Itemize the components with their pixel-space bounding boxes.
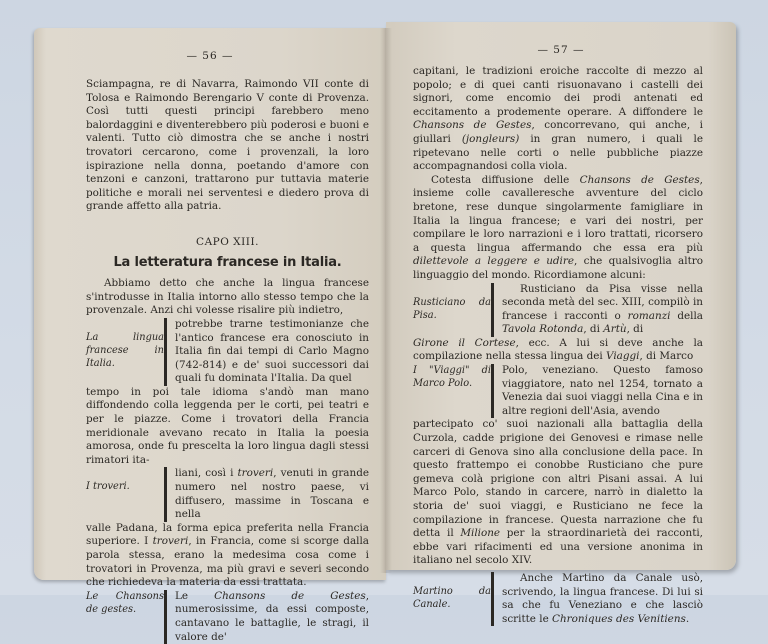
margin-rule xyxy=(164,467,167,521)
text: capitani, le tradizioni eroiche raccolte di mezzo al popolo; e di quei canti risuonavano i castelli dei signori, come encomio dei prodi antenati ed eccitamento a prodemente operare. A diffondere le xyxy=(413,65,703,118)
italic-term: Milione xyxy=(460,527,501,540)
sidenote: Rusticiano da Pisa. xyxy=(413,296,491,321)
italic-term: Chroniques des Venitiens xyxy=(552,612,686,625)
chapter-title: La letteratura francese in Italia. xyxy=(113,254,342,270)
text: Cotesta diffusione delle xyxy=(431,173,580,186)
page-number: — 56 — xyxy=(186,50,234,62)
open-book xyxy=(34,18,738,643)
italic-term: Viaggi xyxy=(606,350,640,363)
text-column xyxy=(413,65,703,626)
right-page xyxy=(386,22,736,625)
sidenote-block xyxy=(86,318,369,386)
italic-term: romanzi xyxy=(627,309,671,322)
italic-term: Chansons de Gestes xyxy=(214,589,366,602)
italic-term: (jongleurs) xyxy=(461,132,520,145)
text: Le xyxy=(175,589,215,602)
paragraph xyxy=(502,572,703,626)
text: per la straordinarietà dei racconti, ebbe vari rifacimenti ed una versione anonima in italiano nel secolo XIV. xyxy=(413,527,703,567)
margin-rule xyxy=(491,364,494,418)
italic-term: Tavola Rotonda xyxy=(502,323,584,336)
text: , concorrevano, qui anche, i giullari xyxy=(413,119,703,145)
book-gutter xyxy=(380,28,392,573)
text-column xyxy=(86,78,369,644)
text: Anche Martino da Canale usò, scrivendo, la lingua francese. Di lui si sa che fu Veneziano e che lasciò scritte le xyxy=(502,571,703,625)
paragraph xyxy=(413,65,703,174)
paragraph: tempo in poi tale idioma s'andò man mano diffondendo colla leggenda per le corti, pei teatri e per le piazze. Come i trovatori della Francia meridionale avevano recato in Italia la poesia amorosa, onde fu prescelta la loro lingua dagli stessi rimatori ita- xyxy=(86,385,369,466)
chapter-label: CAPO XIII. xyxy=(196,235,259,248)
sidenote-block xyxy=(413,283,703,337)
page-number: — 57 — xyxy=(537,44,585,56)
text: liani, così i xyxy=(175,467,238,480)
sidenote: I "Viaggi" di Marco Polo. xyxy=(413,365,491,390)
paragraph xyxy=(175,590,369,644)
sidenote-block xyxy=(413,572,703,626)
text: , di xyxy=(626,323,644,336)
paragraph: Polo, veneziano. Questo famoso viaggiatore, nato nel 1254, tornato a Venezia dai suoi viaggi nella Cina e in altre regioni dell'Asia, avendo xyxy=(502,364,703,417)
sidenote-block xyxy=(86,590,369,644)
text: . xyxy=(685,612,690,625)
italic-term: troveri xyxy=(237,467,274,480)
text: , numerosissime, da essi composte, cantavano le battaglie, le stragi, il valore de' xyxy=(175,589,369,643)
text: in gran numero, i quali le ripetevano nelle corti o nelle pubbliche piazze accompagnandosi colla viola. xyxy=(413,132,703,173)
sidenote: Martino da Canale. xyxy=(413,585,491,610)
paragraph xyxy=(413,337,703,364)
text: , venuti in grande numero nel nostro paese, vi diffusero, massime in Toscana e nella xyxy=(175,467,369,521)
paragraph xyxy=(175,467,369,521)
text: , che qualsivoglia altro linguaggio del mondo. Ricordiamone alcuni: xyxy=(413,255,703,281)
italic-term: Girone il Cortese xyxy=(413,336,516,349)
italic-term: Chansons de Gestes xyxy=(413,119,532,132)
sidenote: Le Chansons de gestes. xyxy=(86,590,164,615)
italic-term: Artù xyxy=(603,323,627,336)
italic-term: dilettevole a leggere e udire xyxy=(413,255,574,268)
margin-rule xyxy=(164,318,167,386)
italic-term: troveri xyxy=(152,535,189,548)
paragraph xyxy=(502,283,703,337)
text: , di Marco xyxy=(639,350,694,363)
text: valle Padana, la forma epica preferita nella Francia superiore. I xyxy=(86,521,369,548)
margin-rule xyxy=(491,283,494,337)
text: della xyxy=(670,309,704,322)
sidenote: La lingua francese in Italia. xyxy=(86,331,164,369)
paragraph: Sciampagna, re di Navarra, Raimondo VII conte di Tolosa e Raimondo Berengario V conte di Provenza. Così tutti questi principi farebbero meno balordaggini e diventerebbero più poderosi e buoni e valenti. Tutto ciò dimostra che se anche i nostri trovatori cercarono, come i provenzali, la loro ispirazione nella donna, poetando d'amore con tenzoni e canzoni, trattarono pur tuttavia materie politiche e morali nei serventesi e diedero prova di grande affetto alla patria. xyxy=(86,78,369,213)
margin-rule xyxy=(491,572,494,626)
sidenote-block xyxy=(86,467,369,521)
paragraph xyxy=(86,522,369,590)
italic-term: Chansons de Gestes xyxy=(579,173,700,186)
paragraph xyxy=(413,418,703,568)
sidenote-block xyxy=(413,364,703,418)
margin-rule xyxy=(164,590,167,644)
text: , in Francia, come si scorge dalla parola stessa, erano la medesima cosa come i trovatori in Provenza, ma più gravi e severi secondo che richiedeva la materia da essi trattata. xyxy=(86,535,369,589)
left-page xyxy=(34,28,386,643)
text: , insieme colle cavalleresche avventure del ciclo bretone, rese dunque singolarmente famigliare in Italia la lingua francese; e vari dei nostri, per compilare le loro narrazioni e i loro trattati, ricorsero a questa lingua affermando che essa era più xyxy=(413,173,703,254)
text: , ecc. A lui si deve anche la compilazione nella stessa lingua dei xyxy=(413,336,703,363)
text: , di xyxy=(583,323,604,336)
text: Rusticiano da Pisa visse nella seconda metà del sec. XIII, compilò in francese i racconti o xyxy=(502,282,703,322)
sidenote: I troveri. xyxy=(86,481,130,493)
paragraph: Abbiamo detto che anche la lingua francese s'introdusse in Italia intorno allo stesso tempo che la provenzale. Anzi chi volesse risalire più indietro, xyxy=(86,277,369,317)
paragraph: potrebbe trarne testimonianze che l'antico francese era conosciuto in Italia fin dai tempi di Carlo Magno (742-814) e de' suoi successori dai quali fu dominata l'Italia. Da quel xyxy=(175,317,369,385)
paragraph xyxy=(413,174,703,283)
text: partecipato co' suoi nazionali alla battaglia della Curzola, cadde prigione dei Genovesi e rimase nelle carceri di Genova sino alla conclusione della pace. In questo frattempo ei conobbe Rusticiano che pure gemeva colà prigione con altri Pisani assai. A lui Marco Polo, stando in carcere, narrò in dialetto la storia de' suoi viaggi, e Rusticiano ne fece la compilazione in francese. Questa narrazione che fu detta il xyxy=(413,418,703,540)
